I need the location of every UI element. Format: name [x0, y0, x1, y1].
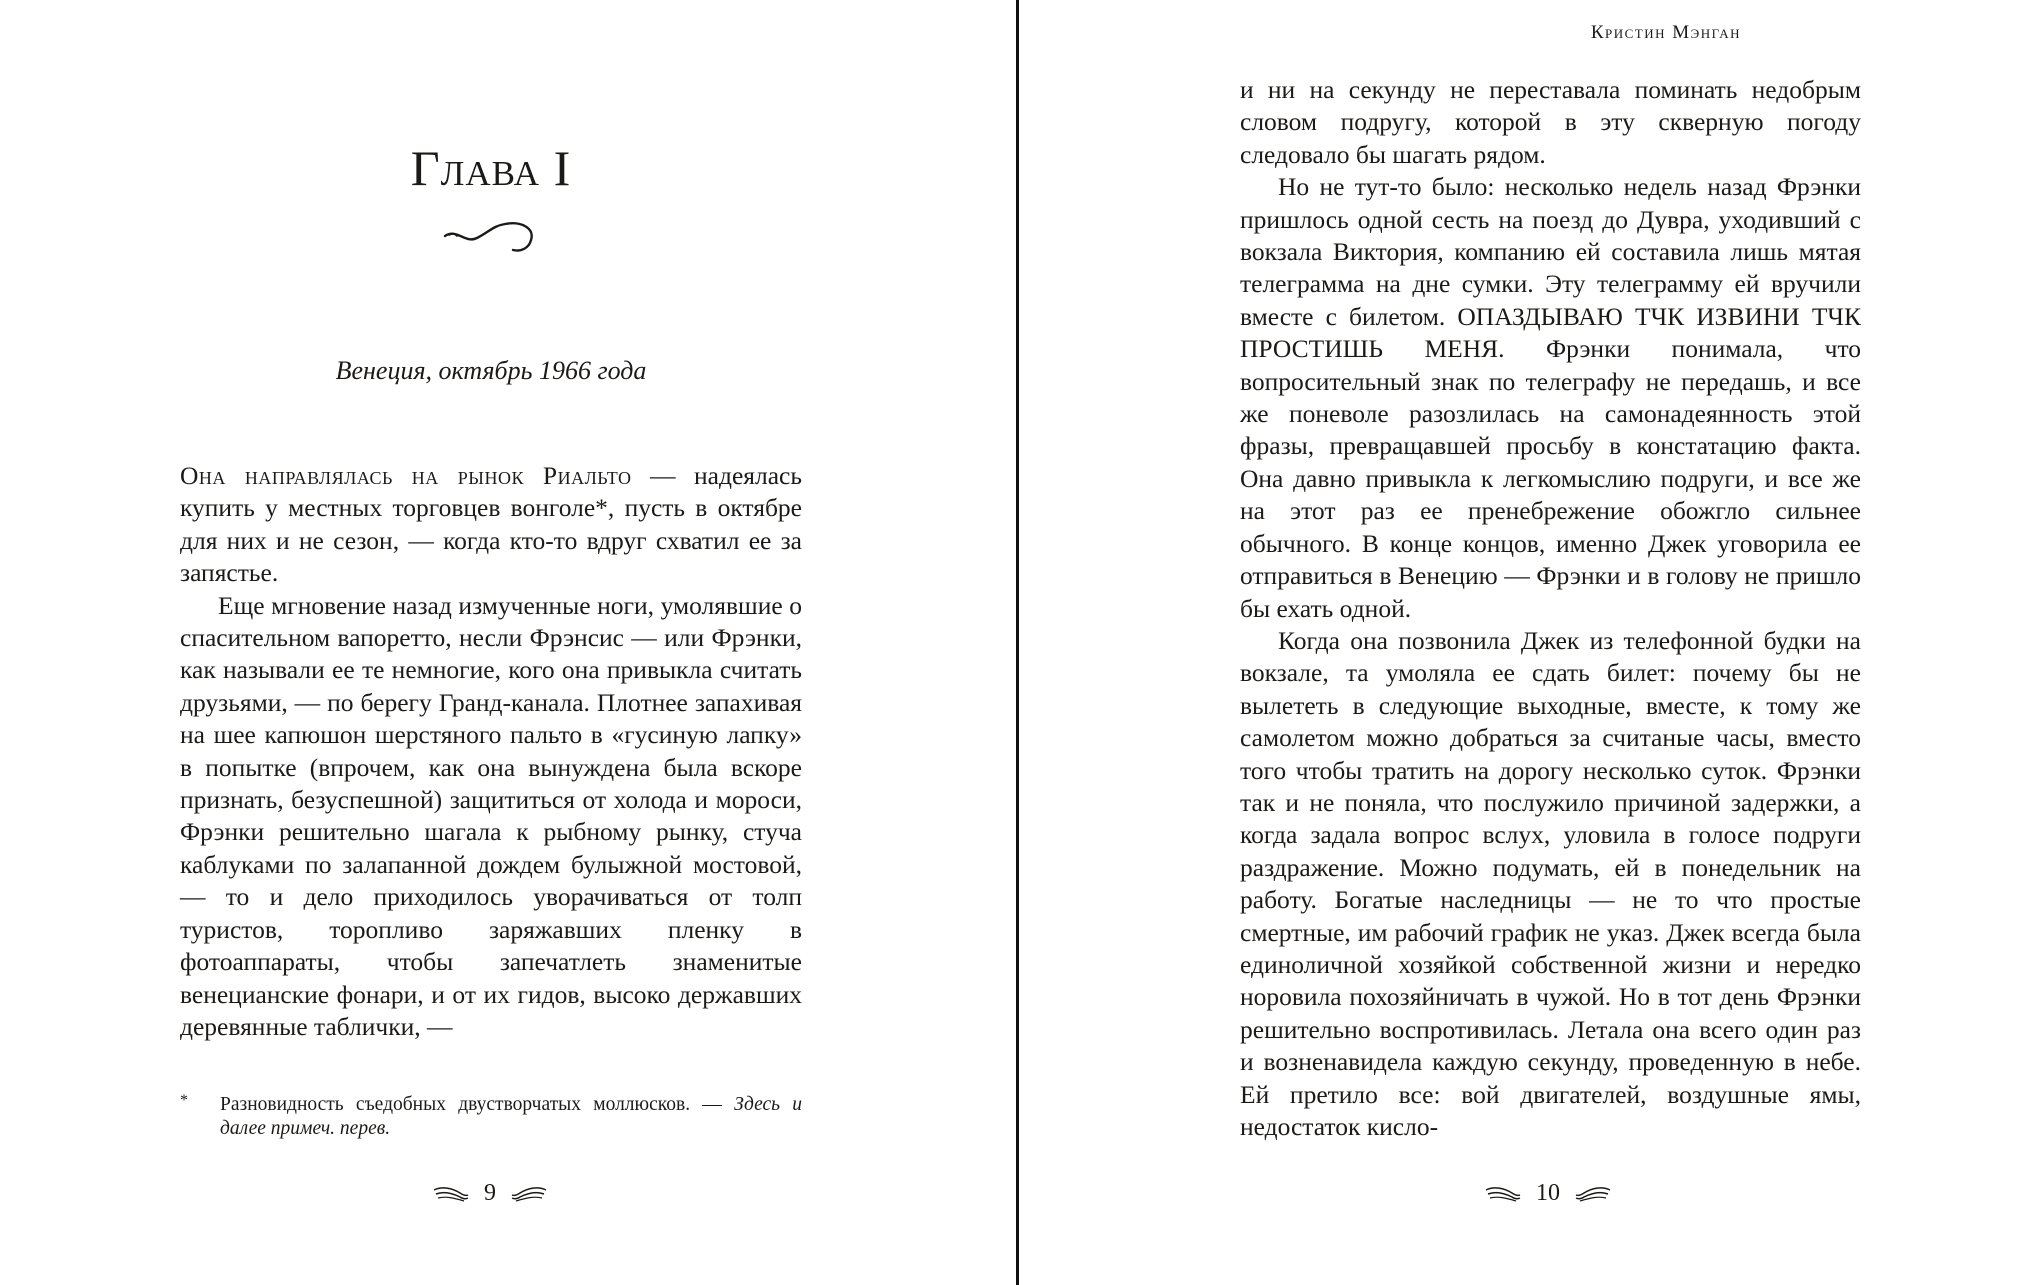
footnote — [180, 1093, 802, 1141]
footnote-mark: * — [180, 1092, 188, 1109]
ornament-flourish-icon — [443, 208, 543, 256]
left-body-text — [180, 460, 802, 1043]
folio-swash-left-icon — [1482, 1182, 1522, 1204]
paragraph: Еще мгновение назад измученные ноги, умолявшие о спасительном вапоретто, несли Фрэнсис — или Фрэнки, как называли ее те немногие, кого она привыкла считать друзьями, — по берегу Гранд-канала. Плотнее запахивая на шее капюшон шерстяного пальто в «гусиную лапку» в попытке (впрочем, как она вынуждена была вскоре признать, безуспешной) защититься от холода и мороси, Фрэнки решительно шагала к рыбному рынку, стуча каблуками по залапанной дождем булыжной мостовой, — то и дело приходилось уворачиваться от толп туристов, торопливо заряжавших пленку в фотоаппараты, чтобы запечатлеть знаменитые венецианские фонари, и от их гидов, высоко державших деревянные таблички, — — [180, 590, 802, 1041]
running-head-author — [1240, 22, 1861, 44]
paragraph-continuation: — надеялась купить у местных торговцев вонголе*, пусть в октябре для них и не сезон, — когда кто-то вдруг схватил ее за запястье. — [180, 461, 802, 588]
page-number: 10 — [1536, 1179, 1560, 1206]
chapter-lead-in: Она направлялась на рынок Риальто — [180, 461, 632, 490]
place-date-epigraph: Венеция, октябрь 1966 года — [335, 356, 647, 385]
paragraph: и ни на секунду не переставала поминать недобрым словом подругу, которой в эту скверную погоду следовало бы шагать рядом. — [1240, 75, 1861, 169]
paragraph — [180, 460, 802, 590]
footnote-text — [220, 1093, 802, 1141]
paragraph: Но не тут-то было: несколько недель назад Фрэнки пришлось одной сесть на поезд до Дувра, уходивший с вокзала Виктория, компанию ей составила лишь мятая телеграмма на дне сумки. Эту телеграмму ей вручили вместе с билетом. ОПАЗДЫВАЮ ТЧК ИЗВИНИ ТЧК ПРОСТИШЬ МЕНЯ. Фрэнки понимала, что вопросительный знак по телеграфу не передашь, и все же поневоле разозлилась на самонадеянность этой фразы, превращавшей просьбу в констатацию факта. Она давно привыкла к легкомыслию подруги, и все же на этот раз ее пренебрежение обожгло сильнее обычного. В конце концов, именно Джек уговорила ее отправиться в Венецию — Фрэнки и в голову не пришло бы ехать одной. — [1240, 172, 1861, 623]
chapter-title: Глава I — [410, 140, 572, 196]
folio-swash-right-icon — [1574, 1182, 1614, 1204]
footnote-body: Разновидность съедобных двустворчатых моллюсков. — — [220, 1094, 735, 1115]
folio-swash-left-icon — [430, 1182, 470, 1204]
page-number-left — [390, 1176, 590, 1210]
folio-swash-right-icon — [510, 1182, 550, 1204]
page-number-right — [1448, 1176, 1648, 1210]
paragraph: Когда она позвонила Джек из телефонной будки на вокзале, та умоляла ее сдать билет: почему бы не вылететь в следующие выходные, вместе, к тому же самолетом можно добраться за считаные часы, вместо того чтобы тратить на дорогу несколько суток. Фрэнки так и не поняла, что послужило причиной задержки, а когда задала вопрос вслух, уловила в голосе подруги раздражение. Можно подумать, ей в понедельник на работу. Богатые наследницы — не то что простые смертные, им рабочий график не указ. Джек всегда была единоличной хозяйкой собственной жизни и нередко норовила похозяйничать в чужой. Но в тот день Фрэнки решительно воспротивилась. Летала она всего один раз и возненавидела каждую секунду, проведенную в небе. Ей претило все: вой двигателей, воздушные ямы, недостаток кисло- — [1240, 625, 1861, 1141]
page-number: 9 — [484, 1179, 496, 1206]
right-body-text — [1240, 74, 1861, 1143]
running-head-text: Кристин Мэнган — [1590, 22, 1741, 43]
footnote-attribution: Здесь и далее примеч. перев. — [220, 1094, 802, 1139]
